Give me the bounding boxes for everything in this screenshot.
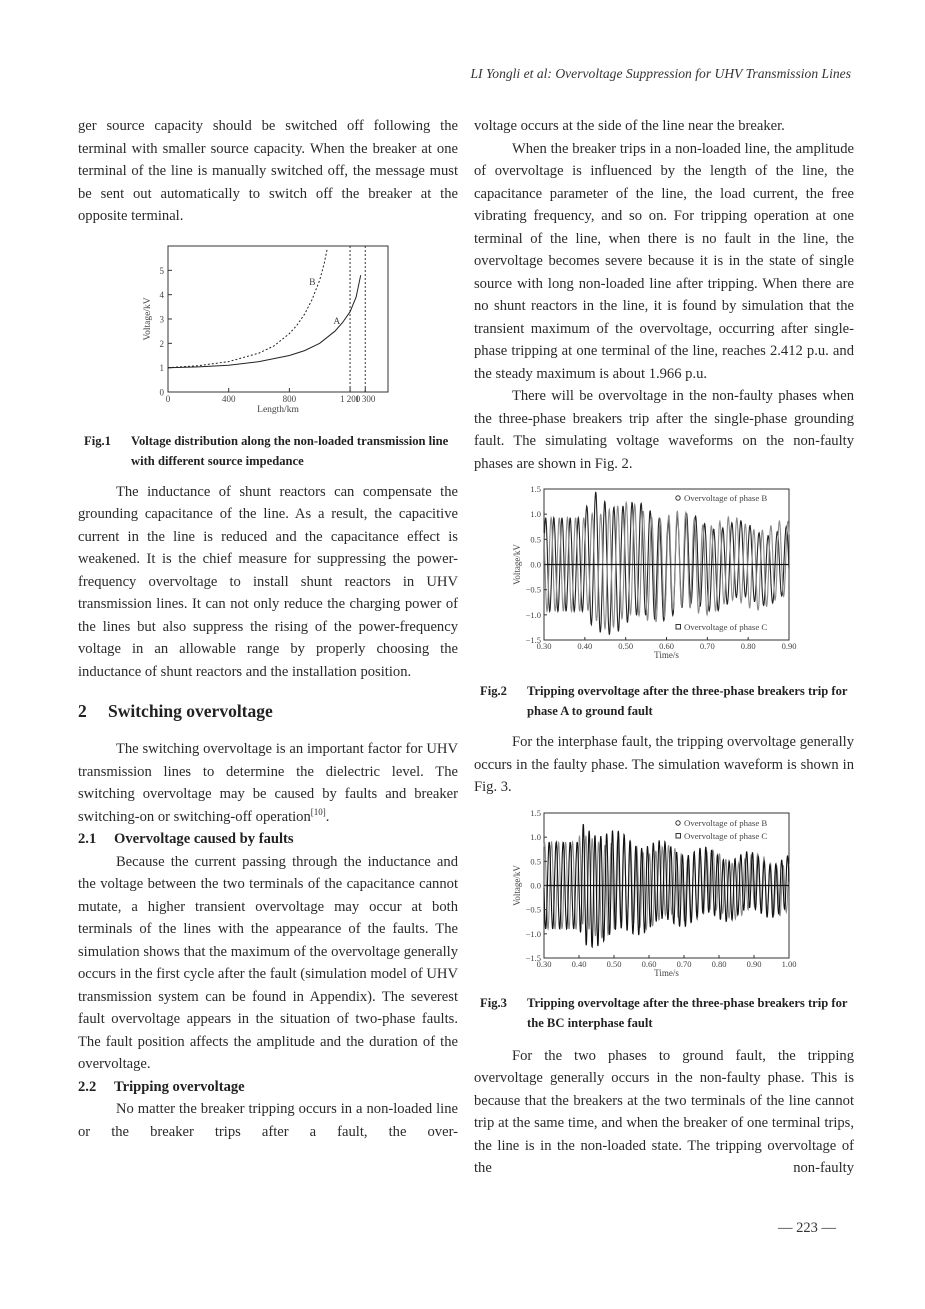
citation[interactable]: [10] [310,806,326,817]
section-number: 2 [78,701,87,721]
legend-label: Overvoltage of phase C [684,830,768,841]
x-tick-label: 0.60 [641,958,657,969]
y-tick-label: 0 [159,387,164,397]
subsection-number: 2.1 [78,831,97,847]
y-tick-label: −1.5 [525,635,541,645]
paragraph: voltage occurs at the side of the line near the breaker. [474,118,785,134]
x-tick-label: 0.90 [746,958,762,969]
y-tick-label: 1.0 [530,509,541,520]
x-tick-label: 0.50 [606,958,622,969]
paragraph-text: . [325,808,330,825]
paragraph-text: The switching overvoltage is an important factor for UHV transmission lines to determine the dielectric level. The switching overvoltage may be caused by faults and breaker switching-on or switching-off operation [78,741,458,825]
caption-text: Tripping overvoltage after the three-phase breakers trip for the BC interphase fault [527,995,848,1030]
y-tick-label: 0.5 [530,534,541,545]
subsection-title: Overvoltage caused by faults [114,831,294,847]
left-column [78,115,458,1143]
right-column [474,115,854,1180]
x-tick-label: 0.30 [536,641,552,651]
paragraph: No matter the breaker tripping occurs in a non-loaded line or the breaker trips after a fault, the over- [78,1101,458,1140]
y-tick-label: −1.5 [525,952,541,963]
caption-number: Fig.3 [480,995,507,1010]
caption-number: Fig.2 [480,684,507,698]
x-axis-label: Length/km [257,404,299,415]
plot-frame [168,246,388,392]
paragraph: When the breaker trips in a non-loaded line, the amplitude of overvoltage is influenced by the length of the line, the capacitance parameter of the line, the load current, the free vibrating frequency, and so on. For tripping operation at one terminal of the line, when there is no fault in the line, the overvoltage becomes severe because it is in the state of single source with long non-loaded line after tripping. When there are no shunt reactors in the line, it is found by simulation that the transient maximum of the overvoltage, occurring after single-phase tripping at one terminal of the line, reaches 2.412 p.u. and the steady maximum is about 1.966 p.u. [474,140,854,382]
y-tick-label: 2 [159,338,164,349]
figure-2 [474,483,854,675]
section-heading [78,701,458,722]
y-tick-label: 0.0 [530,880,541,890]
x-tick-label: 0.60 [659,641,674,651]
y-tick-label: −0.5 [525,584,541,595]
curve-label: A [333,316,341,327]
figure-3 [474,807,854,987]
page-number: — 223 — [778,1220,836,1236]
figure-2-caption [480,681,854,721]
y-tick-label: 5 [159,265,164,276]
y-tick-label: −1.0 [525,609,541,620]
subsection-heading [78,828,458,851]
caption-text: Tripping overvoltage after the three-phase breakers trip for phase A to ground fault [527,684,848,718]
fig1-chart [78,238,458,428]
y-tick-label: 3 [159,314,164,324]
series-A [168,275,361,368]
paragraph: There will be overvoltage in the non-faulty phases when the three-phase breakers trip after the single-phase grounding fault. The simulating voltage waveforms on the non-faulty phases are shown in Fig. 2. [474,388,854,472]
x-tick-label: 1.00 [781,958,797,969]
y-tick-label: 0.5 [530,855,541,866]
subsection-number: 2.2 [78,1078,97,1095]
legend-label: Overvoltage of phase B [684,493,768,503]
section-title: Switching overvoltage [108,701,273,721]
paragraph: ger source capacity should be switched off following the terminal with smaller source capacity. When the breaker at one terminal of the line is manually switched off, the message must be sent out automatically to switch off the breaker at the opposite terminal. [78,118,458,224]
y-axis-label: Voltage/kV [512,864,522,906]
x-axis-label: Time/s [654,967,679,978]
y-tick-label: 0.0 [530,559,541,570]
x-tick-label: 0.40 [571,958,587,969]
running-head: LI Yongli et al: Overvoltage Suppression for UHV Transmission Lines [470,66,851,81]
fig3-chart [474,807,854,987]
y-tick-label: −1.0 [525,928,541,939]
y-axis-label: Voltage/kV [512,544,522,585]
legend-label: Overvoltage of phase B [684,817,768,828]
series-B [168,248,327,367]
caption-text: Voltage distribution along the non-loaded transmission line with different source impedance [131,433,449,468]
x-tick-label: 0.50 [618,641,634,651]
legend-label: Overvoltage of phase C [684,622,768,632]
x-tick-label: 0.30 [536,958,552,969]
fig2-chart [474,483,854,675]
x-tick-label: 0 [165,393,171,404]
caption-number: Fig.1 [84,433,111,448]
x-tick-label: 0.90 [781,641,797,651]
paragraph: For the interphase fault, the tripping overvoltage generally occurs in the faulty phase. The simulation waveform is shown in Fig. 3. [474,734,854,795]
x-tick-label: 800 [282,393,297,404]
subsection-heading [78,1076,458,1099]
paragraph: The inductance of shunt reactors can compensate the grounding capacitance of the line. As a result, the capacitive current in the line is reduced and the capacitance effect is weakened. It is the chief measure for suppressing the power-frequency overvoltage to install shunt reactors in UHV transmission lines. It can not only reduce the charging power of the lines but also suppress the rising of the power-frequency voltage in an allowable range by properly choosing the inductance of shunt reactors and the installation position. [78,483,458,680]
y-tick-label: 1.0 [530,831,541,842]
x-tick-label: 0.40 [577,641,593,651]
subsection-title: Tripping overvoltage [114,1078,245,1095]
y-tick-label: 4 [159,289,164,300]
paragraph [78,738,458,828]
y-tick-label: 1 [159,362,164,373]
x-tick-label: 0.70 [676,958,692,969]
curve-label: B [309,277,316,288]
x-tick-label: 400 [221,393,236,404]
figure-1-caption [84,431,458,471]
x-tick-label: 1 300 [355,393,376,404]
figure-3-caption [480,993,854,1033]
y-axis-label: Voltage/kV [143,296,153,341]
y-tick-label: −0.5 [525,904,541,915]
x-tick-label: 0.70 [699,641,715,651]
x-tick-label: 0.80 [740,641,756,651]
x-tick-label: 0.80 [711,958,727,969]
y-tick-label: 1.5 [530,807,541,818]
x-tick-label: 1 200 [339,393,361,404]
y-tick-label: 1.5 [530,484,541,494]
x-axis-label: Time/s [654,650,679,660]
figure-1 [78,238,458,428]
paragraph: Because the current passing through the inductance and the voltage between the two terminals of the capacitance cannot mutate, a higher transient overvoltage may occur at both terminals of the lines with the appearance of the faults. The simulation shows that the maximum of the overvoltage generally occurs in the first cycle after the fault (simulation model of UHV transmission system can be found in Appendix). The severest fault overvoltage appears in the situation of two-phase faults. The fault position affects the amplitude and the duration of the overvoltage. [78,853,458,1072]
paragraph: For the two phases to ground fault, the tripping overvoltage generally occurs in the non-faulty phase. This is because that the breakers at the two terminals of the line cannot trip at the same time, and when the breaker of one terminal trips, the line is in the non-loaded state. The tripping overvoltage of the non-faulty [474,1047,854,1176]
